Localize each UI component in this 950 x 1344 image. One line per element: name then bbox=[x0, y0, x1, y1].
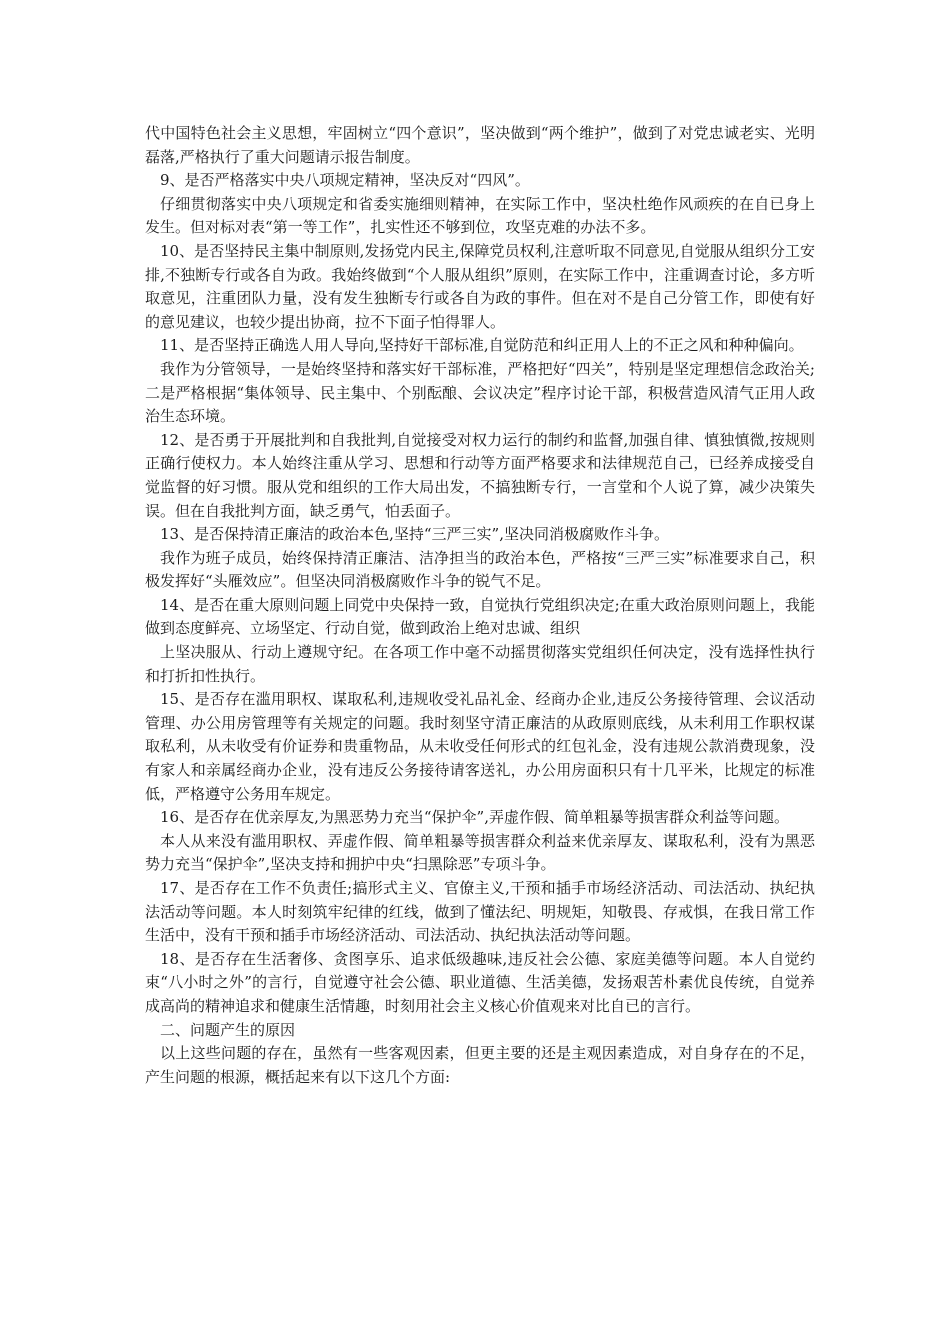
paragraph: 12、是否勇于开展批判和自我批判,自觉接受对权力运行的制约和监督,加强自律、慎独慎微,按规则正确行使权力。本人始终注重从学习、思想和行动等方面严格要求和法律规范自己，已经养成接受自觉监督的好习惯。服从党和组织的工作大局出发，不搞独断专行，一言堂和个人说了算，减少决策失误。但在自我批判方面，缺乏勇气，怕丢面子。 bbox=[145, 430, 815, 520]
paragraph: 以上这些问题的存在，虽然有一些客观因素，但更主要的还是主观因素造成，对自身存在的不足，产生问题的根源，概括起来有以下这几个方面: bbox=[145, 1044, 815, 1086]
paragraph: 16、是否存在优亲厚友,为黑恶势力充当“保护伞”,弄虚作假、简单粗暴等损害群众利益等问题。 bbox=[160, 808, 789, 827]
paragraph: 18、是否存在生活奢侈、贪图享乐、追求低级趣味,违反社会公德、家庭美德等问题。本人自觉约束“八小时之外”的言行，自觉遵守社会公德、职业道德、生活美德，发扬艰苦朴素优良传统，自觉养成高尚的精神追求和健康生活情趣，时刻用社会主义核心价值观来对比自已的言行。 bbox=[145, 949, 815, 1015]
paragraph: 上坚决服从、行动上遵规守纪。在各项工作中毫不动摇贯彻落实党组织任何决定，没有选择性执行和打折扣性执行。 bbox=[145, 643, 815, 685]
paragraph: 9、是否严格落实中央八项规定精神，坚决反对“四风”。 bbox=[160, 171, 530, 190]
document-body bbox=[145, 122, 815, 1089]
paragraph: 10、是否坚持民主集中制原则,发扬党内民主,保障党员权利,注意听取不同意见,自觉服从组织分工安排,不独断专行或各自为政。我始终做到“个人服从组织”原则，在实际工作中，注重调查讨论，多方听取意见，注重团队力量，没有发生独断专行或各自为政的事件。但在对不是自己分管工作，即使有好的意见建议，也较少提出协商，拉不下面子怕得罪人。 bbox=[145, 241, 815, 331]
paragraph: 二、问题产生的原因 bbox=[160, 1020, 296, 1039]
paragraph: 本人从来没有滥用职权、弄虚作假、简单粗暴等损害群众利益来优亲厚友、谋取私利，没有为黑恶势力充当“保护伞”,坚决支持和拥护中央“扫黑除恶”专项斗争。 bbox=[145, 831, 815, 874]
paragraph: 14、是否在重大原则问题上同党中央保持一致，自觉执行党组织决定;在重大政治原则问题上，我能做到态度鲜亮、立场坚定、行动自觉，做到政治上绝对忠诚、组织 bbox=[145, 595, 815, 638]
paragraph: 15、是否存在滥用职权、谋取私利,违规收受礼品礼金、经商办企业,违反公务接待管理、会议活动管理、办公用房管理等有关规定的问题。我时刻坚守清正廉洁的从政原则底线，从未利用工作职权谋取私利，从未收受有价证券和贵重物品，从未收受任何形式的红包礼金，没有违规公款消费现象，没有家人和亲属经商办企业，没有违反公务接待请客送礼，办公用房面积只有十几平米，比规定的标准低，严格遵守公务用车规定。 bbox=[145, 690, 815, 803]
paragraph: 我作为分管领导，一是始终坚持和落实好干部标准，严格把好“四关”，特别是坚定理想信念政治关;二是严格根据“集体领导、民主集中、个别酝酿、会议决定”程序讨论干部，积极营造风清气正用人政治生态环境。 bbox=[145, 359, 815, 426]
paragraph: 代中国特色社会主义思想，牢固树立“四个意识”，坚决做到“两个维护”，做到了对党忠诚老实、光明磊落,严格执行了重大问题请示报告制度。 bbox=[145, 124, 815, 166]
paragraph: 17、是否存在工作不负责任;搞形式主义、官僚主义,干预和插手市场经济活动、司法活动、执纪执法活动等问题。本人时刻筑牢纪律的红线，做到了懂法纪、明规矩，知敬畏、存戒惧，在我日常工作生活中，没有干预和插手市场经济活动、司法活动、执纪执法活动等问题。 bbox=[145, 879, 815, 945]
paragraph: 11、是否坚持正确选人用人导向,坚持好干部标准,自觉防范和纠正用人上的不正之风和种种偏向。 bbox=[160, 336, 804, 355]
paragraph: 13、是否保持清正廉洁的政治本色,坚持“三严三实”,坚决同消极腐败作斗争。 bbox=[160, 525, 669, 544]
paragraph: 仔细贯彻落实中央八项规定和省委实施细则精神，在实际工作中，坚决杜绝作风顽疾的在自已身上发生。但对标对表“第一等工作”，扎实性还不够到位，攻坚克难的办法不多。 bbox=[145, 194, 815, 237]
paragraph: 我作为班子成员，始终保持清正廉洁、洁净担当的政治本色，严格按“三严三实”标准要求自己，积极发挥好“头雁效应”。但坚决同消极腐败作斗争的锐气不足。 bbox=[145, 548, 815, 591]
